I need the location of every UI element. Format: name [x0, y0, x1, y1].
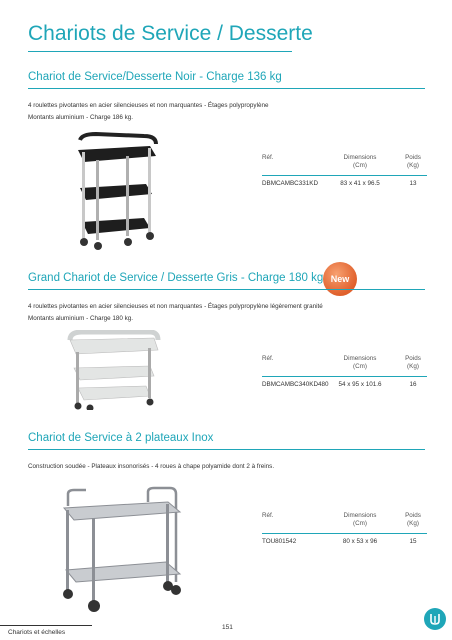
product-3-desc-line-1: Construction soudée - Plateaux insonorisés - 4 roues à chape polyamide dont 2 à freins.: [28, 463, 275, 470]
header-dimensions-label: Dimensions: [343, 355, 377, 362]
header-weight-unit: (Kg): [407, 162, 419, 169]
cell-weight: 13: [409, 180, 417, 187]
header-weight-unit: (Kg): [407, 363, 419, 370]
product-1-spec-table: [262, 154, 427, 188]
product-3-title: Chariot de Service à 2 plateaux Inox: [28, 432, 214, 444]
spec-header: [262, 355, 427, 375]
header-ref: Réf.: [262, 512, 274, 519]
footer-section-label: Chariots et échelles: [8, 629, 66, 636]
spec-header: [262, 154, 427, 174]
product-1-title: Chariot de Service/Desserte Noir - Charge 136 kg: [28, 71, 282, 83]
header-weight: [399, 355, 427, 371]
header-weight: [399, 512, 427, 528]
product-1-divider: [28, 88, 425, 89]
table-row: [262, 377, 427, 389]
brand-mark-icon: [424, 608, 446, 630]
title-divider: [28, 51, 292, 52]
product-3-divider: [28, 449, 425, 450]
brand-logo-icon: [424, 608, 446, 630]
page-title: Chariots de Service / Desserte: [28, 22, 313, 45]
cell-dimensions: 54 x 95 x 101.6: [338, 381, 382, 388]
product-2-spec-table: [262, 355, 427, 389]
product-1-image: [66, 130, 162, 252]
header-dimensions-unit: (Cm): [353, 363, 367, 370]
header-weight-unit: (Kg): [407, 520, 419, 527]
header-dimensions-unit: (Cm): [353, 162, 367, 169]
product-2-description: [28, 301, 323, 325]
header-dimensions: [338, 355, 382, 371]
header-dimensions-label: Dimensions: [343, 512, 377, 519]
cell-dimensions: 83 x 41 x 96.5: [340, 180, 380, 187]
product-2-divider: [28, 289, 425, 290]
cell-ref: TOU801542: [262, 538, 297, 545]
product-3-spec-table: [262, 512, 427, 546]
header-dimensions: [338, 154, 382, 170]
header-dimensions-unit: (Cm): [353, 520, 367, 527]
footer-divider: [0, 625, 92, 626]
product-1-desc-line-2: Montants aluminium - Charge 186 kg.: [28, 114, 133, 121]
header-weight-label: Poids: [405, 512, 421, 519]
cell-ref: DBMCAMBC331KD: [262, 180, 318, 187]
header-ref: Réf.: [262, 154, 274, 161]
product-2-desc-line-1: 4 roulettes pivotantes en acier silencieuses et non marquantes - Étages polypropylène légèrement granité: [28, 303, 323, 310]
product-2-desc-line-2: Montants aluminium - Charge 180 kg.: [28, 315, 133, 322]
product-2-title: Grand Chariot de Service / Desserte Gris - Charge 180 kg: [28, 272, 324, 284]
header-weight: [399, 154, 427, 170]
spec-header: [262, 512, 427, 532]
cell-weight: 16: [409, 381, 417, 388]
header-weight-label: Poids: [405, 355, 421, 362]
product-2-image: [62, 330, 162, 410]
product-1-description: [28, 100, 268, 124]
table-row: [262, 534, 427, 546]
product-1-desc-line-1: 4 roulettes pivotantes en acier silencieuses et non marquantes - Étages polypropylène: [28, 102, 269, 109]
product-3-image: [56, 486, 188, 614]
header-dimensions: [338, 512, 382, 528]
cell-dimensions: 80 x 53 x 96: [342, 538, 378, 545]
cell-ref: DBMCAMBC340KD480: [262, 381, 329, 388]
page-number: 151: [222, 624, 233, 631]
new-badge: New: [323, 262, 357, 296]
cell-weight: 15: [409, 538, 417, 545]
product-3-description: [28, 461, 274, 473]
header-weight-label: Poids: [405, 154, 421, 161]
header-dimensions-label: Dimensions: [343, 154, 377, 161]
header-ref: Réf.: [262, 355, 274, 362]
table-row: [262, 176, 427, 188]
